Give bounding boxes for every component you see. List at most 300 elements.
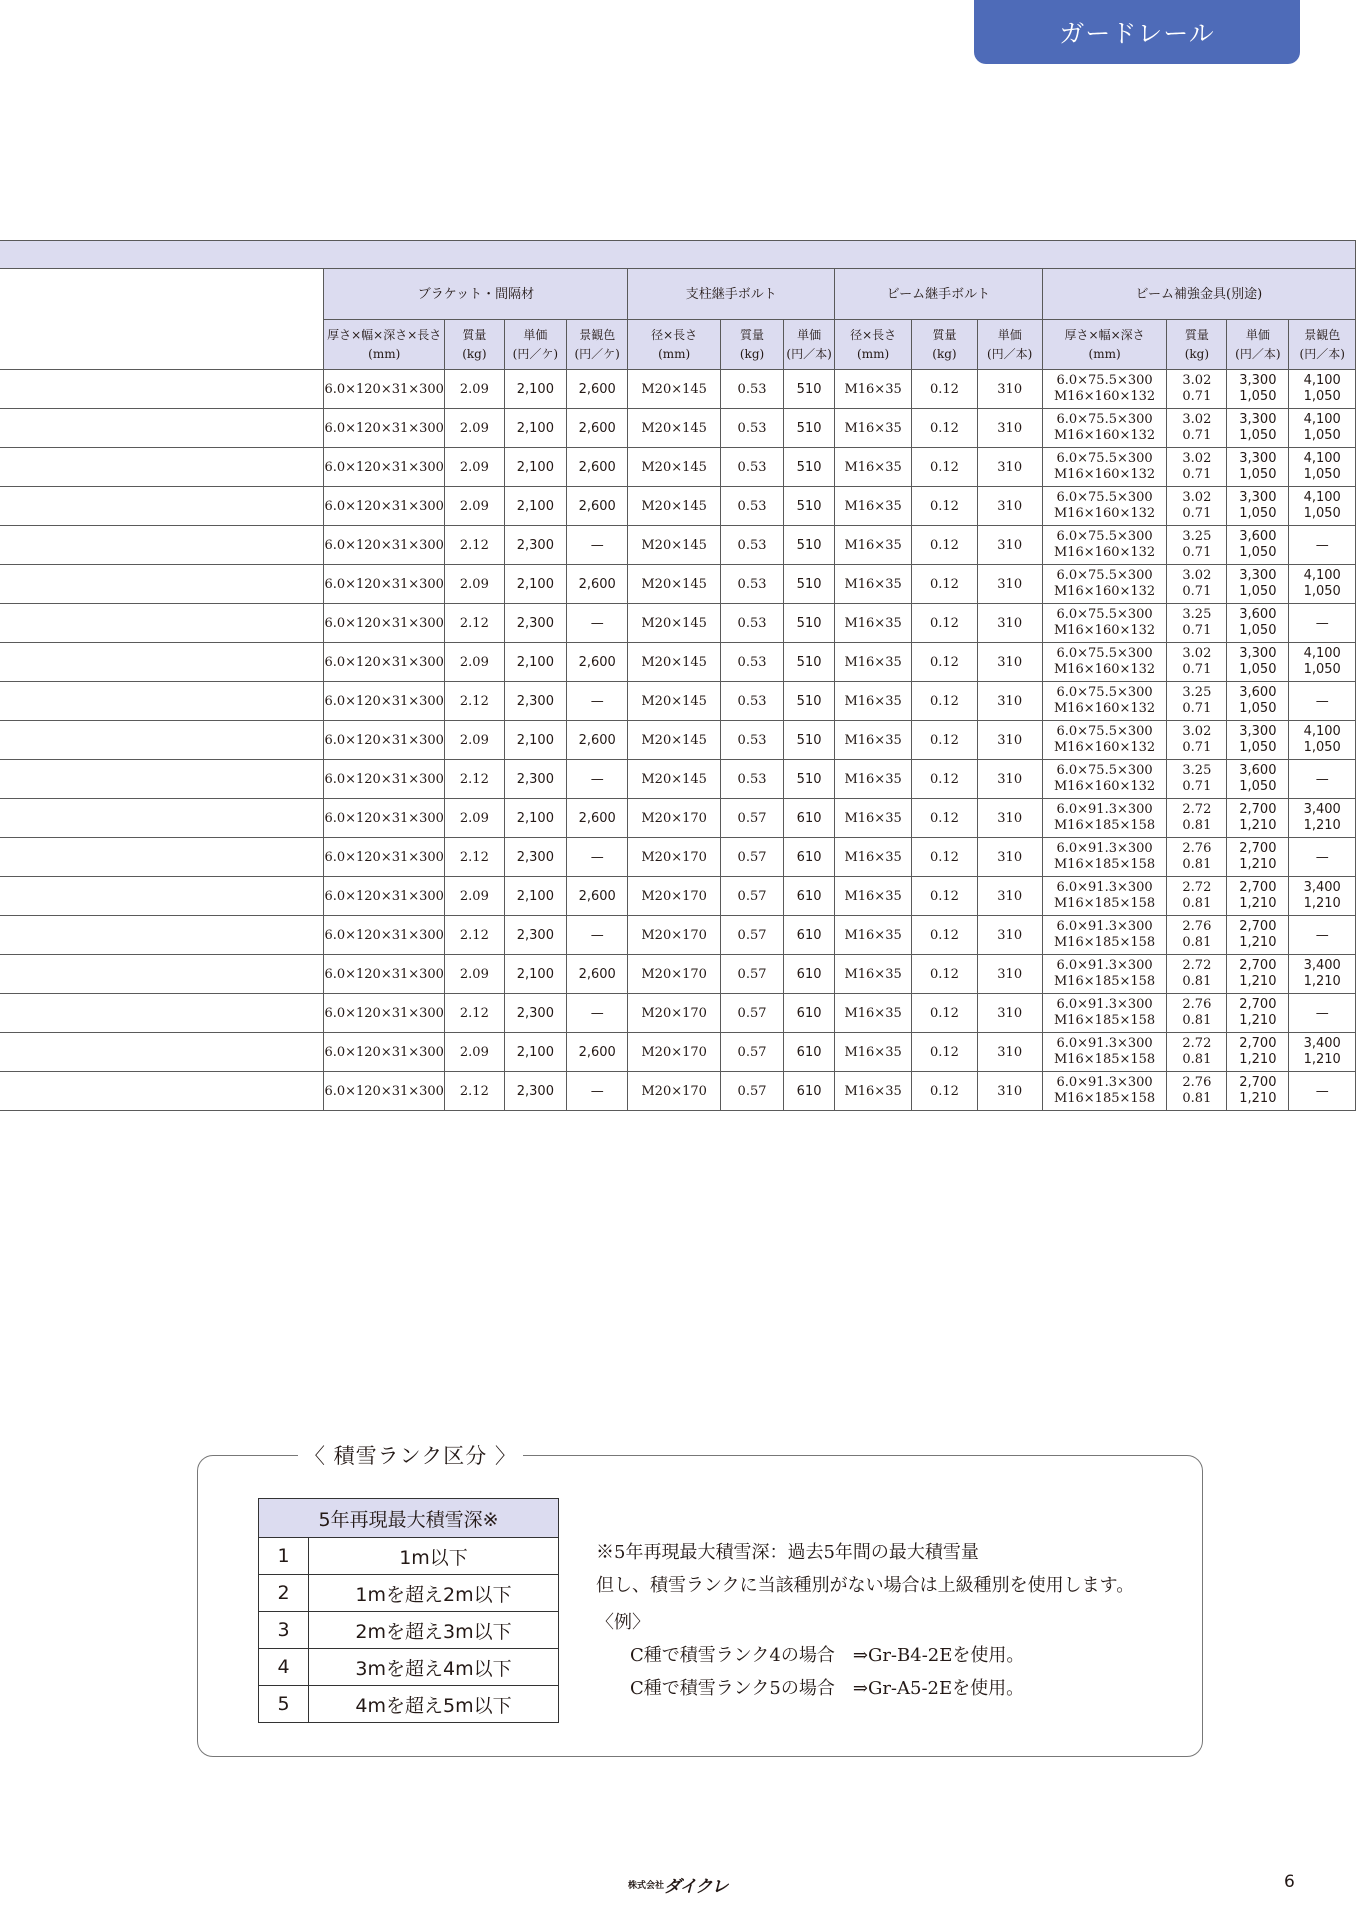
table-cell: 3,600 1,050: [1227, 604, 1289, 643]
table-cell: 6.0×75.5×300 M16×160×132: [1042, 682, 1167, 721]
table-cell: —: [1289, 994, 1356, 1033]
table-cell: 3,400 1,210: [1289, 955, 1356, 994]
table-cell: M16×35: [834, 721, 911, 760]
table-cell: 0.53: [720, 448, 783, 487]
table-cell: M16×35: [834, 526, 911, 565]
table-cell: 6.0×91.3×300 M16×185×158: [1042, 955, 1167, 994]
table-cell: 2,600: [566, 1033, 627, 1072]
table-cell: M20×145: [628, 565, 720, 604]
table-cell: 3.25 0.71: [1167, 526, 1227, 565]
table-cell: 0.53: [720, 721, 783, 760]
table-cell: 2.76 0.81: [1167, 1072, 1227, 1111]
table-cell: 3,300 1,050: [1227, 721, 1289, 760]
table-cell: 510: [784, 721, 835, 760]
table-cell: —: [1289, 838, 1356, 877]
table-cell: 3,400 1,210: [1289, 877, 1356, 916]
table-cell: 2,700 1,210: [1227, 916, 1289, 955]
snow-rank-depth: 1m以下: [309, 1538, 559, 1575]
table-cell: M20×170: [628, 916, 720, 955]
table-cell: 310: [977, 526, 1042, 565]
table-cell: 2.09: [444, 721, 504, 760]
table-cell: 0.57: [720, 799, 783, 838]
row-lead-blank: [0, 838, 324, 877]
group-post-bolt: 支柱継手ボルト: [628, 269, 835, 320]
table-cell: 510: [784, 682, 835, 721]
table-cell: M16×35: [834, 799, 911, 838]
table-cell: 2.12: [444, 838, 504, 877]
row-lead-blank: [0, 955, 324, 994]
table-cell: 310: [977, 409, 1042, 448]
table-cell: 2,600: [566, 370, 627, 409]
table-cell: 2,600: [566, 955, 627, 994]
table-cell: 4,100 1,050: [1289, 565, 1356, 604]
table-cell: 0.12: [912, 916, 977, 955]
row-lead-blank: [0, 448, 324, 487]
table-cell: 2,700 1,210: [1227, 877, 1289, 916]
table-cell: 510: [784, 487, 835, 526]
table-cell: 6.0×91.3×300 M16×185×158: [1042, 838, 1167, 877]
subheader-cell: 厚さ×幅×深さ (mm): [1042, 320, 1167, 370]
table-cell: M20×145: [628, 409, 720, 448]
table-cell: M16×35: [834, 409, 911, 448]
table-cell: 0.57: [720, 877, 783, 916]
table-cell: M16×35: [834, 682, 911, 721]
table-group-header: [0, 269, 1356, 320]
table-cell: 0.12: [912, 682, 977, 721]
table-cell: 0.53: [720, 760, 783, 799]
table-cell: 310: [977, 604, 1042, 643]
table-cell: 6.0×75.5×300 M16×160×132: [1042, 487, 1167, 526]
table-cell: —: [1289, 604, 1356, 643]
subheader-cell: 単価 (円／本): [784, 320, 835, 370]
table-cell: 2,100: [504, 955, 566, 994]
table-cell: 2,600: [566, 799, 627, 838]
table-cell: 2,100: [504, 409, 566, 448]
table-cell: 0.53: [720, 643, 783, 682]
table-cell: 2,300: [504, 838, 566, 877]
table-cell: 3.02 0.71: [1167, 448, 1227, 487]
table-cell: 2.12: [444, 760, 504, 799]
table-cell: 610: [784, 916, 835, 955]
snow-rank-title: 〈 積雪ランク区分 〉: [298, 1440, 523, 1472]
table-cell: 6.0×120×31×300: [324, 916, 445, 955]
table-cell: 310: [977, 916, 1042, 955]
table-cell: 6.0×75.5×300 M16×160×132: [1042, 448, 1167, 487]
table-cell: 0.12: [912, 565, 977, 604]
table-cell: 0.53: [720, 487, 783, 526]
row-lead-blank: [0, 487, 324, 526]
table-cell: 0.12: [912, 994, 977, 1033]
row-lead-blank: [0, 409, 324, 448]
table-cell: 2.12: [444, 994, 504, 1033]
table-cell: M16×35: [834, 487, 911, 526]
subheader-cell: 質量 (kg): [720, 320, 783, 370]
table-cell: 6.0×120×31×300: [324, 370, 445, 409]
table-cell: 2,100: [504, 643, 566, 682]
table-cell: 0.12: [912, 955, 977, 994]
table-cell: M20×145: [628, 487, 720, 526]
subheader-cell: 景観色 (円／本): [1289, 320, 1356, 370]
table-cell: 510: [784, 448, 835, 487]
table-cell: 6.0×75.5×300 M16×160×132: [1042, 370, 1167, 409]
table-cell: 310: [977, 370, 1042, 409]
table-cell: 6.0×120×31×300: [324, 994, 445, 1033]
table-cell: 2.09: [444, 1033, 504, 1072]
table-row: [0, 487, 1356, 526]
row-lead-blank: [0, 370, 324, 409]
table-cell: 310: [977, 448, 1042, 487]
table-cell: —: [566, 916, 627, 955]
table-cell: 2,100: [504, 799, 566, 838]
table-cell: 6.0×120×31×300: [324, 1033, 445, 1072]
table-cell: M20×170: [628, 1072, 720, 1111]
table-cell: M16×35: [834, 994, 911, 1033]
snow-rank-number: 4: [259, 1649, 309, 1686]
table-cell: —: [1289, 682, 1356, 721]
group-bracket: ブラケット・間隔材: [324, 269, 628, 320]
row-lead-blank: [0, 526, 324, 565]
table-cell: 6.0×91.3×300 M16×185×158: [1042, 799, 1167, 838]
table-cell: 0.53: [720, 604, 783, 643]
table-cell: 310: [977, 565, 1042, 604]
table-cell: 510: [784, 643, 835, 682]
table-cell: M16×35: [834, 370, 911, 409]
table-cell: M20×170: [628, 994, 720, 1033]
table-cell: 0.12: [912, 604, 977, 643]
table-cell: 2.12: [444, 1072, 504, 1111]
table-row: [0, 877, 1356, 916]
table-cell: 0.57: [720, 955, 783, 994]
snow-rank-notes: [596, 1536, 1134, 1705]
row-lead-blank: [0, 565, 324, 604]
table-cell: M16×35: [834, 916, 911, 955]
table-cell: 510: [784, 370, 835, 409]
note-line: C種で積雪ランク4の場合 ⇒Gr-B4-2Eを使用。: [630, 1645, 1025, 1666]
snow-rank-row: [259, 1575, 559, 1612]
table-cell: 3,300 1,050: [1227, 643, 1289, 682]
table-cell: 2,600: [566, 565, 627, 604]
table-cell: 3,600 1,050: [1227, 526, 1289, 565]
section-tab-guardrail: ガードレール: [974, 0, 1300, 64]
subheader-cell: 質量 (kg): [1167, 320, 1227, 370]
subheader-cell: 径×長さ (mm): [628, 320, 720, 370]
table-cell: 2,300: [504, 682, 566, 721]
table-cell: 2.09: [444, 799, 504, 838]
table-cell: 2,300: [504, 760, 566, 799]
table-row: [0, 721, 1356, 760]
table-cell: 3.25 0.71: [1167, 760, 1227, 799]
table-cell: M20×145: [628, 448, 720, 487]
snow-rank-row: [259, 1649, 559, 1686]
table-cell: M20×145: [628, 526, 720, 565]
table-cell: 0.12: [912, 448, 977, 487]
table-cell: 610: [784, 799, 835, 838]
table-cell: —: [1289, 1072, 1356, 1111]
table-cell: 310: [977, 487, 1042, 526]
table-cell: 0.12: [912, 760, 977, 799]
table-cell: 6.0×120×31×300: [324, 1072, 445, 1111]
table-cell: 2.09: [444, 565, 504, 604]
table-cell: 3.02 0.71: [1167, 409, 1227, 448]
table-cell: 4,100 1,050: [1289, 409, 1356, 448]
table-cell: 4,100 1,050: [1289, 643, 1356, 682]
table-cell: 610: [784, 1072, 835, 1111]
table-cell: 6.0×91.3×300 M16×185×158: [1042, 994, 1167, 1033]
table-row: [0, 994, 1356, 1033]
table-row: [0, 1072, 1356, 1111]
subheader-cell: 質量 (kg): [912, 320, 977, 370]
table-cell: 610: [784, 838, 835, 877]
table-cell: 6.0×120×31×300: [324, 565, 445, 604]
table-cell: 0.12: [912, 1072, 977, 1111]
table-cell: M16×35: [834, 760, 911, 799]
table-cell: 6.0×91.3×300 M16×185×158: [1042, 877, 1167, 916]
table-cell: 310: [977, 799, 1042, 838]
snow-rank-depth: 4mを超え5m以下: [309, 1686, 559, 1723]
table-cell: 6.0×120×31×300: [324, 487, 445, 526]
subheader-cell: 単価 (円／本): [977, 320, 1042, 370]
table-cell: 2,700 1,210: [1227, 838, 1289, 877]
note-line: C種で積雪ランク5の場合 ⇒Gr-A5-2Eを使用。: [630, 1678, 1025, 1699]
table-cell: 610: [784, 1033, 835, 1072]
table-cell: 3,300 1,050: [1227, 370, 1289, 409]
snow-rank-row: [259, 1538, 559, 1575]
table-cell: 6.0×75.5×300 M16×160×132: [1042, 721, 1167, 760]
subheader-cell: 質量 (kg): [444, 320, 504, 370]
table-cell: —: [566, 604, 627, 643]
table-row: [0, 760, 1356, 799]
table-cell: 2.09: [444, 409, 504, 448]
row-lead-blank: [0, 760, 324, 799]
note-line: 〈例〉: [596, 1612, 650, 1633]
table-cell: 2,100: [504, 1033, 566, 1072]
table-cell: 2.76 0.81: [1167, 916, 1227, 955]
table-row: [0, 370, 1356, 409]
table-cell: 6.0×120×31×300: [324, 682, 445, 721]
table-cell: 3,400 1,210: [1289, 1033, 1356, 1072]
table-cell: 0.12: [912, 1033, 977, 1072]
table-cell: 3.02 0.71: [1167, 370, 1227, 409]
table-cell: M20×145: [628, 721, 720, 760]
snow-rank-row: [259, 1612, 559, 1649]
table-cell: 0.12: [912, 487, 977, 526]
table-row: [0, 838, 1356, 877]
table-cell: 3.02 0.71: [1167, 565, 1227, 604]
table-row: [0, 916, 1356, 955]
table-row: [0, 409, 1356, 448]
table-row: [0, 1033, 1356, 1072]
table-cell: 6.0×91.3×300 M16×185×158: [1042, 916, 1167, 955]
table-cell: M20×145: [628, 604, 720, 643]
table-cell: 2,600: [566, 877, 627, 916]
table-cell: 0.57: [720, 1072, 783, 1111]
table-cell: 0.12: [912, 721, 977, 760]
group-beam-bolt: ビーム継手ボルト: [834, 269, 1042, 320]
table-cell: 2.72 0.81: [1167, 799, 1227, 838]
table-cell: 2.12: [444, 604, 504, 643]
group-reinforce: ビーム補強金具(別途): [1042, 269, 1355, 320]
table-cell: —: [566, 994, 627, 1033]
table-cell: 0.57: [720, 994, 783, 1033]
note-line: ※5年再現最大積雪深：過去5年間の最大積雪量: [596, 1542, 979, 1563]
table-cell: 2,700 1,210: [1227, 1072, 1289, 1111]
table-cell: 2,600: [566, 409, 627, 448]
table-cell: 2,100: [504, 487, 566, 526]
table-cell: 0.53: [720, 526, 783, 565]
row-lead-blank: [0, 877, 324, 916]
table-cell: M20×145: [628, 682, 720, 721]
row-lead-blank: [0, 916, 324, 955]
table-cell: 0.12: [912, 877, 977, 916]
snow-rank-header: 5年再現最大積雪深※: [259, 1499, 559, 1538]
subheader-cell: 厚さ×幅×深さ×長さ (mm): [324, 320, 445, 370]
snow-rank-number: 3: [259, 1612, 309, 1649]
table-cell: 310: [977, 1072, 1042, 1111]
subheader-cell: 単価 (円／本): [1227, 320, 1289, 370]
table-cell: 0.12: [912, 838, 977, 877]
table-cell: 6.0×91.3×300 M16×185×158: [1042, 1033, 1167, 1072]
table-cell: 3,300 1,050: [1227, 448, 1289, 487]
table-cell: 2.72 0.81: [1167, 955, 1227, 994]
note-line: 但し、積雪ランクに当該種別がない場合は上級種別を使用します。: [596, 1575, 1135, 1596]
table-cell: —: [566, 1072, 627, 1111]
table-cell: 3,300 1,050: [1227, 409, 1289, 448]
table-cell: 310: [977, 760, 1042, 799]
table-cell: 0.12: [912, 643, 977, 682]
row-lead-blank: [0, 1033, 324, 1072]
subheader-cell: 径×長さ (mm): [834, 320, 911, 370]
snow-rank-number: 5: [259, 1686, 309, 1723]
row-lead-blank: [0, 799, 324, 838]
table-cell: M16×35: [834, 604, 911, 643]
table-cell: 2,600: [566, 721, 627, 760]
table-cell: 0.12: [912, 526, 977, 565]
table-cell: 310: [977, 1033, 1042, 1072]
table-cell: 2.72 0.81: [1167, 877, 1227, 916]
table-cell: 6.0×75.5×300 M16×160×132: [1042, 409, 1167, 448]
table-cell: 3.02 0.71: [1167, 487, 1227, 526]
table-cell: 2.12: [444, 916, 504, 955]
table-cell: 2.09: [444, 955, 504, 994]
table-cell: M20×145: [628, 643, 720, 682]
table-row: [0, 682, 1356, 721]
table-cell: 6.0×75.5×300 M16×160×132: [1042, 604, 1167, 643]
table-cell: 6.0×120×31×300: [324, 877, 445, 916]
table-cell: 3.25 0.71: [1167, 682, 1227, 721]
row-lead-blank: [0, 721, 324, 760]
table-cell: 6.0×75.5×300 M16×160×132: [1042, 760, 1167, 799]
table-cell: 3,300 1,050: [1227, 487, 1289, 526]
table-cell: 2,600: [566, 487, 627, 526]
table-cell: 2.76 0.81: [1167, 994, 1227, 1033]
table-cell: 2.09: [444, 487, 504, 526]
table-cell: 0.57: [720, 1033, 783, 1072]
table-cell: 0.57: [720, 838, 783, 877]
table-cell: 6.0×120×31×300: [324, 799, 445, 838]
table-cell: 2,600: [566, 448, 627, 487]
table-cell: 510: [784, 526, 835, 565]
row-lead-blank: [0, 604, 324, 643]
table-cell: 2,700 1,210: [1227, 799, 1289, 838]
table-cell: —: [566, 760, 627, 799]
table-cell: 3,600 1,050: [1227, 682, 1289, 721]
table-cell: 3.02 0.71: [1167, 721, 1227, 760]
row-lead-blank: [0, 994, 324, 1033]
table-cell: 4,100 1,050: [1289, 721, 1356, 760]
table-cell: M16×35: [834, 1033, 911, 1072]
table-cell: 3,600 1,050: [1227, 760, 1289, 799]
table-cell: —: [1289, 916, 1356, 955]
table-cell: 6.0×120×31×300: [324, 448, 445, 487]
table-cell: 2,100: [504, 565, 566, 604]
table-cell: 2,100: [504, 448, 566, 487]
table-cell: 2,300: [504, 916, 566, 955]
table-cell: 0.12: [912, 370, 977, 409]
snow-rank-depth: 2mを超え3m以下: [309, 1612, 559, 1649]
table-cell: 6.0×91.3×300 M16×185×158: [1042, 1072, 1167, 1111]
table-cell: 0.53: [720, 565, 783, 604]
table-cell: 4,100 1,050: [1289, 487, 1356, 526]
table-cell: M20×145: [628, 760, 720, 799]
table-cell: 2.09: [444, 370, 504, 409]
table-cell: 6.0×75.5×300 M16×160×132: [1042, 565, 1167, 604]
table-row: [0, 448, 1356, 487]
table-cell: 2.09: [444, 877, 504, 916]
table-cell: 4,100 1,050: [1289, 448, 1356, 487]
table-cell: 2,700 1,210: [1227, 994, 1289, 1033]
table-cell: M20×170: [628, 877, 720, 916]
table-cell: —: [1289, 526, 1356, 565]
table-cell: M20×170: [628, 1033, 720, 1072]
table-cell: —: [1289, 760, 1356, 799]
table-cell: M16×35: [834, 1072, 911, 1111]
table-cell: 310: [977, 721, 1042, 760]
snow-rank-depth: 3mを超え4m以下: [309, 1649, 559, 1686]
snow-rank-table: [258, 1498, 559, 1723]
table-cell: 2,300: [504, 604, 566, 643]
table-cell: 2.76 0.81: [1167, 838, 1227, 877]
table-cell: M16×35: [834, 877, 911, 916]
table-cell: 6.0×120×31×300: [324, 838, 445, 877]
table-cell: M20×145: [628, 370, 720, 409]
table-cell: 610: [784, 955, 835, 994]
table-cell: 510: [784, 409, 835, 448]
table-cell: 2,100: [504, 370, 566, 409]
table-cell: 0.53: [720, 370, 783, 409]
table-cell: 2,700 1,210: [1227, 955, 1289, 994]
table-cell: 0.53: [720, 409, 783, 448]
table-cell: 2,100: [504, 877, 566, 916]
table-cell: 6.0×75.5×300 M16×160×132: [1042, 643, 1167, 682]
row-lead-blank: [0, 643, 324, 682]
table-row: [0, 604, 1356, 643]
table-cell: 510: [784, 760, 835, 799]
table-cell: 2.72 0.81: [1167, 1033, 1227, 1072]
table-cell: 3,300 1,050: [1227, 565, 1289, 604]
table-cell: 2,100: [504, 721, 566, 760]
table-cell: 3.02 0.71: [1167, 643, 1227, 682]
table-cell: 3.25 0.71: [1167, 604, 1227, 643]
table-cell: 510: [784, 565, 835, 604]
table-cell: 6.0×120×31×300: [324, 760, 445, 799]
snow-rank-row: [259, 1686, 559, 1723]
table-cell: 310: [977, 838, 1042, 877]
table-cell: 6.0×120×31×300: [324, 526, 445, 565]
table-cell: 2.09: [444, 643, 504, 682]
snow-rank-depth: 1mを超え2m以下: [309, 1575, 559, 1612]
table-cell: 510: [784, 604, 835, 643]
subheader-cell: 単価 (円／ケ): [504, 320, 566, 370]
